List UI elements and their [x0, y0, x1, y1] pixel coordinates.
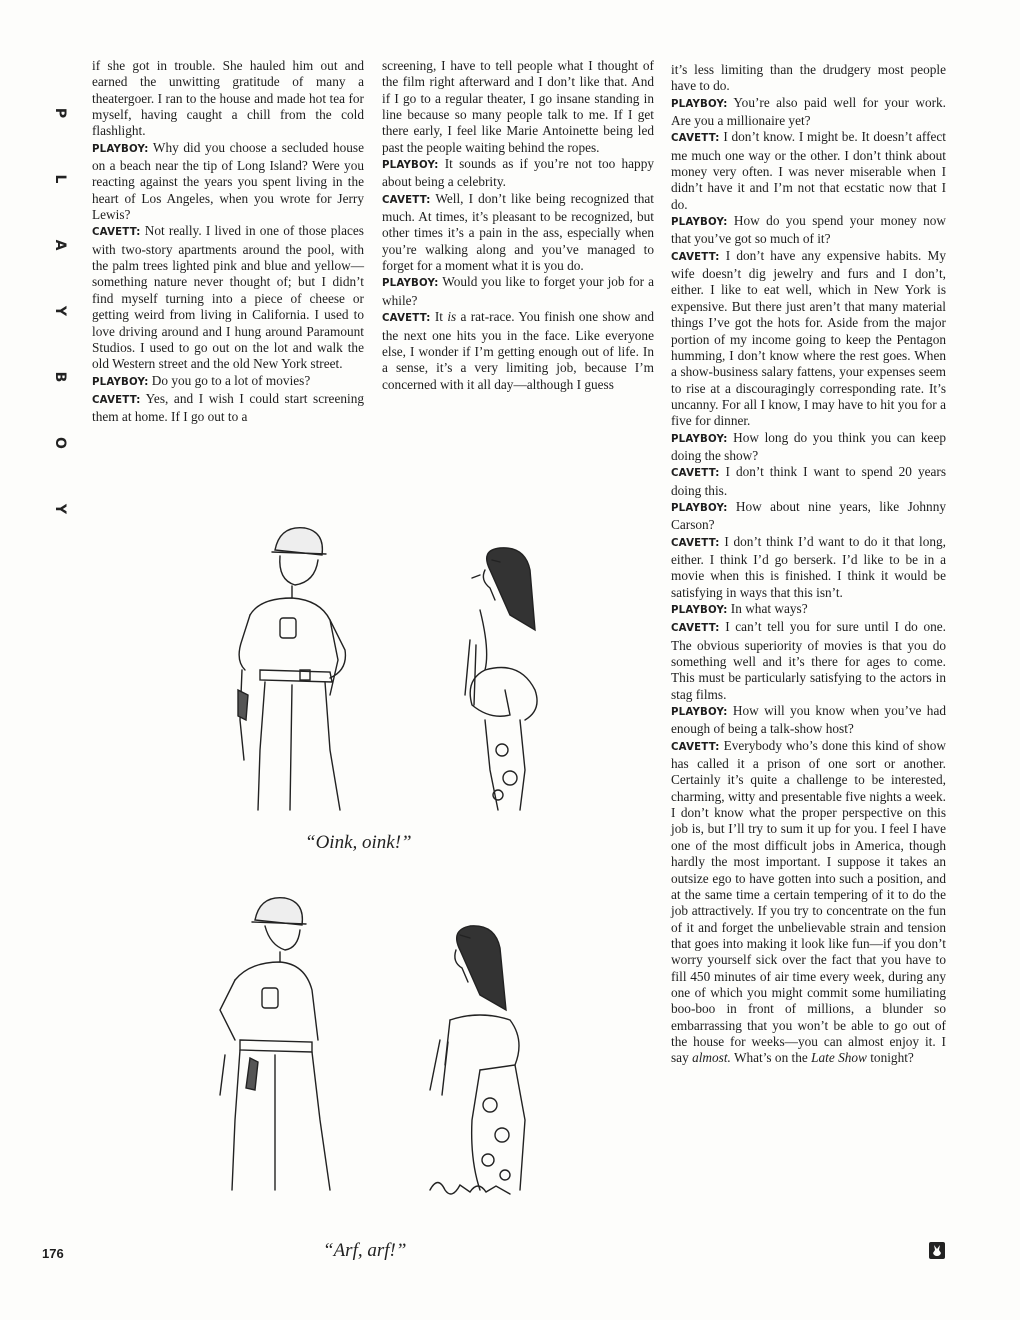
cartoon-illustration-bottom — [180, 890, 640, 1210]
speaker-label: CAVETT: — [382, 194, 431, 206]
paragraph — [382, 58, 654, 156]
woman-figure — [430, 926, 525, 1190]
text-column-1 — [92, 58, 364, 426]
paragraph — [671, 703, 946, 738]
bunny-icon — [931, 1244, 943, 1257]
mag-letter: P — [52, 107, 68, 119]
speaker-label: PLAYBOY: — [671, 217, 728, 229]
speaker-label: CAVETT: — [671, 741, 720, 753]
speaker-label: PLAYBOY: — [92, 376, 149, 388]
speaker-label: PLAYBOY: — [382, 160, 439, 172]
mag-letter: L — [52, 174, 68, 184]
paragraph-text: tonight? — [866, 1050, 914, 1066]
paragraph-text: In what ways? — [727, 601, 808, 616]
paragraph-text: I don’t know. I might be. It doesn’t affect me much one way or the other. I don’t think about money very often. I was never miserable when I didn’t have it and I’m not that ecstatic now that I do. — [671, 129, 946, 212]
speaker-label: CAVETT: — [671, 468, 720, 480]
speaker-label: CAVETT: — [92, 394, 141, 406]
paragraph — [671, 499, 946, 534]
speaker-label: PLAYBOY: — [92, 143, 149, 155]
paragraph-text: Do you go to a lot of movies? — [148, 372, 311, 388]
paragraph-text: Yes, and I wish I could start screening them at home. If I go out to a — [92, 390, 364, 425]
paragraph-text: I don’t think I’d want to do it that long, either. I think I’d go berserk. I’d like to be in a movie when this is finished. I think it would be satisfying in ways that this isn’t. — [671, 533, 946, 600]
emphasis-text: almost. — [692, 1050, 731, 1066]
paragraph — [92, 391, 364, 426]
page-number: 176 — [42, 1246, 64, 1261]
paragraph-text: Why did you choose a secluded house on a beach near the tip of Long Island? Were you reacting against the years you spent living in the heart of Los Angeles, when you wrote for Jerry Lewis? — [92, 139, 364, 223]
paragraph-text: Well, I don’t like being recognized that much. At times, it’s pleasant to be recognized, but other times it’s a pain in the ass, especially when you’re walking along and you’ve managed to forget for a moment what it is you do. — [382, 190, 654, 274]
paragraph — [382, 309, 654, 393]
magazine-name-vertical — [48, 58, 72, 542]
paragraph-text: a rat-race. You finish one show and the next one hits you in the face. Like everyone else, I wonder if I’m getting enough out of life. In a sense, it’s a very limiting job, because I’m concerned with it all day—although I guess — [382, 309, 654, 392]
speaker-label: CAVETT: — [671, 537, 720, 549]
speaker-label: PLAYBOY: — [671, 433, 728, 445]
paragraph — [92, 140, 364, 224]
paragraph — [92, 223, 364, 372]
paragraph — [671, 213, 946, 248]
speaker-label: CAVETT: — [671, 133, 720, 145]
mag-letter: B — [52, 371, 68, 383]
policeman-figure — [220, 898, 330, 1190]
text-column-2 — [382, 58, 654, 393]
speaker-label: CAVETT: — [382, 313, 431, 325]
paragraph-text: Everybody who’s done this kind of show has called it a prison of one sort or another. Certainly it’s quite a challenge to be interested, charming, witty and presentable five nights a week. I don’t know what the proper perspective on this job is, but I’ll try to sum it up for you. I feel I have one of the most difficult jobs in America, though hardly the most important. I suppose it takes an outsize ego to have gotten into such a position, and at the same time a certain tempering of it to do the job attractively. If you try to concentrate on the fun of it and forget the unbelievable strain and tension that goes into making it look like fun—if you don’t worry yourself sick over the fact that you have to fill 450 minutes of air time every week, during any one of which you might commit some humiliating boo-boo in front of millions, a blunder so embarrassing that you won’t be able to go out of the house for weeks—you can almost enjoy it. I say — [671, 737, 946, 1066]
paragraph — [92, 58, 364, 140]
paragraph-text: How about nine years, like Johnny Carson? — [671, 498, 946, 533]
paragraph-text: it’s less limiting than the drudgery most people have to do. — [671, 62, 946, 94]
paragraph-text: How long do you think you can keep doing the show? — [671, 429, 946, 463]
end-mark-bunny-icon — [929, 1242, 945, 1259]
paragraph — [92, 373, 364, 391]
paragraph-text: What’s on the — [730, 1050, 812, 1066]
paragraph — [382, 274, 654, 309]
paragraph — [671, 619, 946, 703]
speaker-label: PLAYBOY: — [671, 502, 728, 514]
mag-letter: Y — [52, 503, 68, 515]
text-column-3 — [671, 62, 946, 1067]
caption-top: “Oink, oink!” — [305, 832, 412, 853]
paragraph-text: I don’t think I want to spend 20 years doing this. — [671, 464, 946, 498]
artist-signature — [430, 1183, 510, 1195]
policeman-figure — [238, 528, 345, 810]
speaker-label: PLAYBOY: — [671, 605, 728, 616]
paragraph-text: I don’t have any expensive habits. My wife doesn’t dig jewelry and furs and I don’t, either. I like to eat well, which in New York is expensive. But there just aren’t that many material things I’ve got the hots for. Aside from the major portion of my income going to keep the Pentagon humming, I don’t know where the rest goes. When a show-business salary fattens, your expenses seem to rise at a discouragingly corresponding rate. It’s uncanny. For all I know, I may have to hit you for a five for dinner. — [671, 247, 946, 429]
speaker-label: CAVETT: — [671, 623, 720, 635]
paragraph-text: How will you know when you’ve had enough of being a talk-show host? — [671, 703, 946, 737]
paragraph — [671, 464, 946, 499]
mag-letter: A — [52, 239, 68, 251]
paragraph — [671, 601, 946, 619]
mag-letter: Y — [52, 305, 68, 317]
paragraph — [671, 430, 946, 465]
paragraph — [671, 738, 946, 1067]
cartoon-illustration-top — [180, 520, 640, 820]
speaker-label: PLAYBOY: — [671, 98, 728, 110]
paragraph-text: screening, I have to tell people what I thought of the film right afterward and I don’t like that. And if I go to a regular theater, I go insane standing in line because so many people talk to me. If I get there early, I feel like Marie Antoinette being led past the people waiting behind the ropes. — [382, 58, 654, 155]
paragraph — [382, 191, 654, 275]
mag-letter: O — [52, 437, 68, 449]
paragraph — [671, 534, 946, 601]
paragraph-text: You’re also paid well for your work. Are you a millionaire yet? — [671, 94, 946, 129]
speaker-label: PLAYBOY: — [671, 707, 728, 719]
emphasis-text: Late Show — [811, 1050, 867, 1066]
paragraph-text: How do you spend your money now that you’ve got so much of it? — [671, 213, 946, 247]
paragraph — [382, 156, 654, 191]
paragraph — [671, 129, 946, 213]
speaker-label: CAVETT: — [671, 251, 720, 263]
paragraph-text: It — [430, 309, 448, 325]
emphasis-text: is — [447, 309, 457, 325]
paragraph-text: I can’t tell you for sure until I do one. The obvious superiority of movies is that you do something well and it’s there for ages to come. This must be particularly satisfying to the actors in stag films. — [671, 619, 946, 702]
paragraph — [671, 248, 946, 430]
paragraph-text: Would you like to forget your job for a while? — [382, 274, 654, 308]
speaker-label: PLAYBOY: — [382, 278, 439, 290]
caption-bottom: “Arf, arf!” — [323, 1240, 407, 1261]
paragraph — [671, 95, 946, 130]
paragraph — [671, 62, 946, 95]
paragraph-text: It sounds as if you’re not too happy about being a celebrity. — [382, 156, 654, 190]
speaker-label: CAVETT: — [92, 227, 141, 239]
woman-figure — [465, 548, 537, 810]
paragraph-text: if she got in trouble. She hauled him out and earned the unwitting gratitude of many a theatergoer. I ran to the house and made hot tea for myself, having caught a chill from the cold flashlight. — [92, 58, 364, 139]
paragraph-text: Not really. I lived in one of those places with two-story apartments around the pool, with the palm trees lighted pink and blue and yellow—something nature never thought of; but I didn’t find myself turning into a piece of cheese or getting weird from living in California. I used to love driving around and I hung around Paramount Studios. I used to go out on the lot and walk the old Western street and the old New York street. — [92, 223, 364, 372]
